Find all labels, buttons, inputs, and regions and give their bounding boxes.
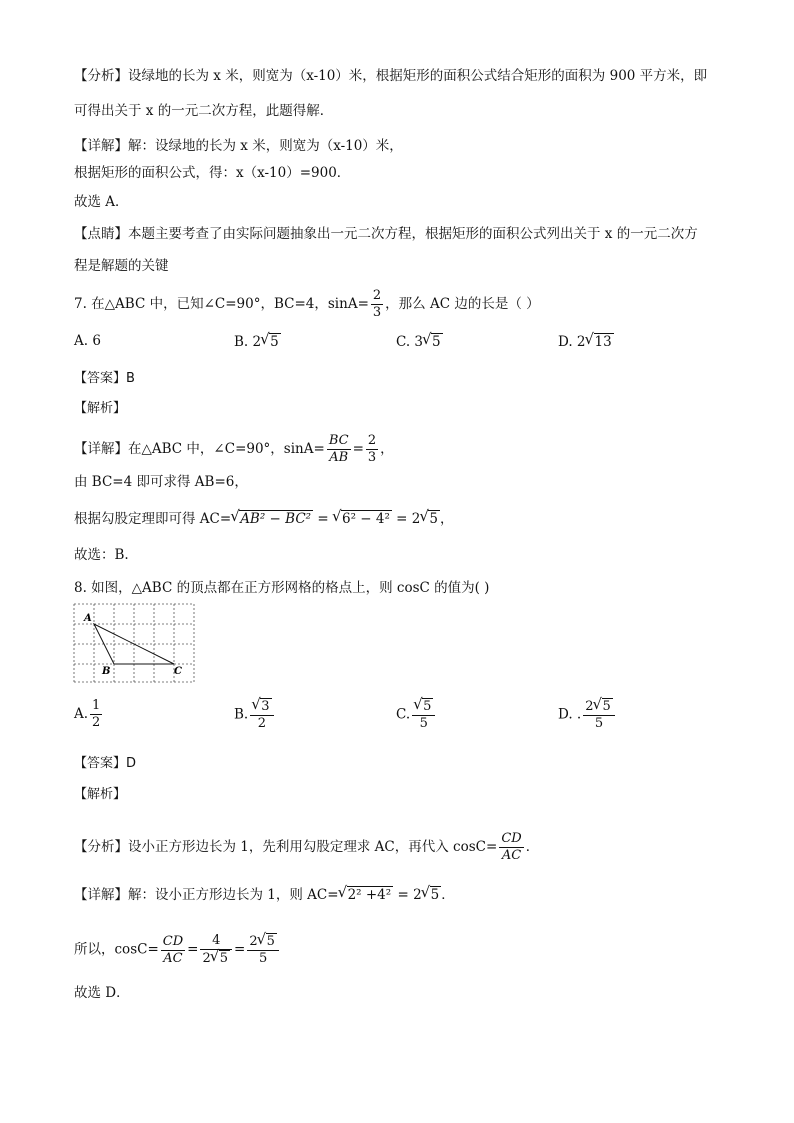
- fraction-numerator: CD: [501, 831, 522, 846]
- q7-step3-suffix: ，: [439, 511, 454, 527]
- radical: √ 13: [594, 333, 614, 350]
- q7-answer: 【答案】B: [74, 371, 135, 386]
- q8-option-a: [74, 698, 104, 731]
- radical: √ 5: [430, 886, 442, 903]
- q7-option-d: [558, 333, 614, 350]
- equals-sign: =: [352, 441, 364, 457]
- q7-option-b: [234, 333, 281, 350]
- q7-detail-prefix: 【详解】在△ABC 中，∠C=90°，sinA=: [74, 441, 325, 457]
- detail-q6-line2: 根据矩形的面积公式，得：x（x-10）=900．: [74, 165, 351, 181]
- q8-fx-prefix: 【分析】设小正方形边长为 1，先利用勾股定理求 AC，再代入 cosC=: [74, 839, 498, 855]
- fraction-denominator: AC: [501, 848, 522, 863]
- radical: √ 2² +4²: [347, 886, 394, 903]
- q8-answer: 【答案】D: [74, 756, 137, 771]
- radical: √ 5: [269, 333, 281, 350]
- q7-stem-prefix: 7. 在△ABC 中，已知∠C=90°，BC=4，sinA=: [74, 296, 369, 312]
- fraction-numerator: [250, 698, 273, 716]
- fraction: [412, 698, 435, 732]
- question-7-stem: [74, 288, 540, 321]
- coefficient: 2: [585, 699, 594, 714]
- coefficient: 2: [202, 951, 211, 966]
- q7-stem-suffix: ，那么 AC 边的长是（ ）: [385, 296, 540, 312]
- fraction-denominator: 2: [257, 716, 266, 731]
- fraction-denominator: 2: [92, 715, 101, 730]
- fraction-denominator: 3: [372, 305, 382, 320]
- analysis-q6-line2: 可得出关于 x 的一元二次方程，此题得解．: [74, 103, 334, 119]
- radical: √ 5: [422, 698, 433, 715]
- q7-detail-line2: 由 BC=4 即可求得 AB=6，: [74, 474, 248, 490]
- radical: √ 6² − 4²: [341, 510, 392, 527]
- q8-dt-suffix: ．: [441, 887, 455, 903]
- vertex-label-c: C: [174, 666, 182, 677]
- q8-detail-line2: 所以，cosC= $\frac{CD}{AC}$ = $\frac{4}{2√ 5}$ = $\frac{2√ 5}{5}$: [74, 933, 281, 967]
- q7-conclusion: 故选：B.: [74, 547, 129, 563]
- fraction-numerator: 4: [200, 933, 232, 950]
- analysis-q6-line1: 【分析】设绿地的长为 x 米，则宽为（x-10）米，根据矩形的面积公式结合矩形的面积为 900 平方米，即: [74, 68, 708, 84]
- q8-option-d: [558, 698, 617, 732]
- comment-q6-line1: 【点睛】本题主要考查了由实际问题抽象出一元二次方程，根据矩形的面积公式列出关于 x 的一元二次方: [74, 226, 698, 242]
- fraction-numerator: [412, 698, 435, 716]
- cd-over-ac: [499, 831, 523, 864]
- fraction-denominator: [200, 950, 232, 967]
- fraction-numerator: [583, 698, 615, 716]
- fraction-denominator: 5: [258, 951, 268, 966]
- q7-two-thirds: [366, 433, 378, 466]
- fraction-denominator: AC: [163, 950, 183, 966]
- q8-dt-prefix: 【详解】解：设小正方形边长为 1，则 AC=: [74, 887, 339, 903]
- fraction: [583, 698, 615, 732]
- q7-sina-fraction: [371, 288, 383, 321]
- option-label: B.: [234, 706, 249, 723]
- choice-q6: 故选 A．: [74, 194, 129, 210]
- radical: √ AB² − BC²: [239, 510, 313, 527]
- q7-option-a: A. 6: [74, 333, 101, 349]
- fraction-numerator: CD: [162, 933, 184, 949]
- two-root-five-over-five: [247, 933, 279, 967]
- triangle-grid-figure: [70, 602, 200, 684]
- detail-q6-line1: 【详解】解：设绿地的长为 x 米，则宽为（x-10）米，: [74, 138, 403, 154]
- q8-option-c: [396, 698, 437, 732]
- vertex-label-b: B: [102, 666, 111, 677]
- q7-analysis-heading: 【解析】: [74, 401, 127, 416]
- q7-option-c: [396, 333, 443, 350]
- fraction: [250, 698, 273, 732]
- option-label: D. 2: [558, 334, 586, 350]
- fraction: [90, 698, 102, 731]
- q8-so-prefix: 所以，cosC=: [74, 941, 159, 958]
- equals-two: = 2: [393, 887, 422, 903]
- q7-bc-over-ab: [327, 433, 351, 466]
- cd-over-ac: [161, 934, 185, 967]
- vertex-label-a: A: [84, 613, 92, 624]
- q8-fx-suffix: ．: [525, 839, 540, 855]
- fraction-denominator: AB: [329, 450, 349, 465]
- option-label: B. 2: [234, 334, 262, 350]
- fraction-denominator: 3: [367, 450, 377, 465]
- fraction-denominator: 5: [419, 716, 428, 731]
- fraction-denominator: 5: [594, 716, 604, 731]
- fraction-numerator: [247, 933, 279, 951]
- coefficient: 2: [249, 934, 258, 949]
- option-label: C.: [396, 706, 411, 723]
- q8-detail-line1: [74, 885, 455, 905]
- fraction-numerator: 2: [372, 288, 382, 303]
- q8-analysis-line: [74, 831, 539, 864]
- option-label: C. 3: [396, 334, 424, 350]
- radical: √ 5: [431, 333, 443, 350]
- question-8-stem: 8. 如图，△ABC 的顶点都在正方形网格的格点上，则 cosC 的值为( ): [74, 580, 490, 596]
- q7-step3-prefix: 根据勾股定理即可得 AC=: [74, 511, 232, 527]
- radical: √ 5: [266, 933, 277, 950]
- four-over-two-root-five: [200, 933, 232, 967]
- fraction-numerator: BC: [328, 433, 349, 448]
- q8-conclusion: 故选 D．: [74, 985, 130, 1001]
- radical: √ 3: [260, 698, 271, 715]
- option-label: A.: [74, 706, 89, 722]
- q7-detail-line1: [74, 433, 394, 466]
- q7-detail-line3: [74, 509, 453, 529]
- fraction-numerator: 2: [367, 433, 377, 448]
- radical: √ 5: [428, 510, 440, 527]
- q8-option-b: [234, 698, 276, 732]
- option-label: D. .: [558, 706, 582, 723]
- equals-two: = 2: [391, 511, 421, 527]
- comment-q6-line2: 程是解题的关键: [74, 258, 169, 274]
- radical: √ 5: [219, 950, 230, 967]
- equals-sign: =: [313, 511, 333, 527]
- fraction-numerator: 1: [92, 698, 101, 713]
- radical: √ 5: [602, 698, 613, 715]
- q7-detail-suffix: ，: [380, 441, 394, 457]
- q8-analysis-heading: 【解析】: [74, 787, 127, 802]
